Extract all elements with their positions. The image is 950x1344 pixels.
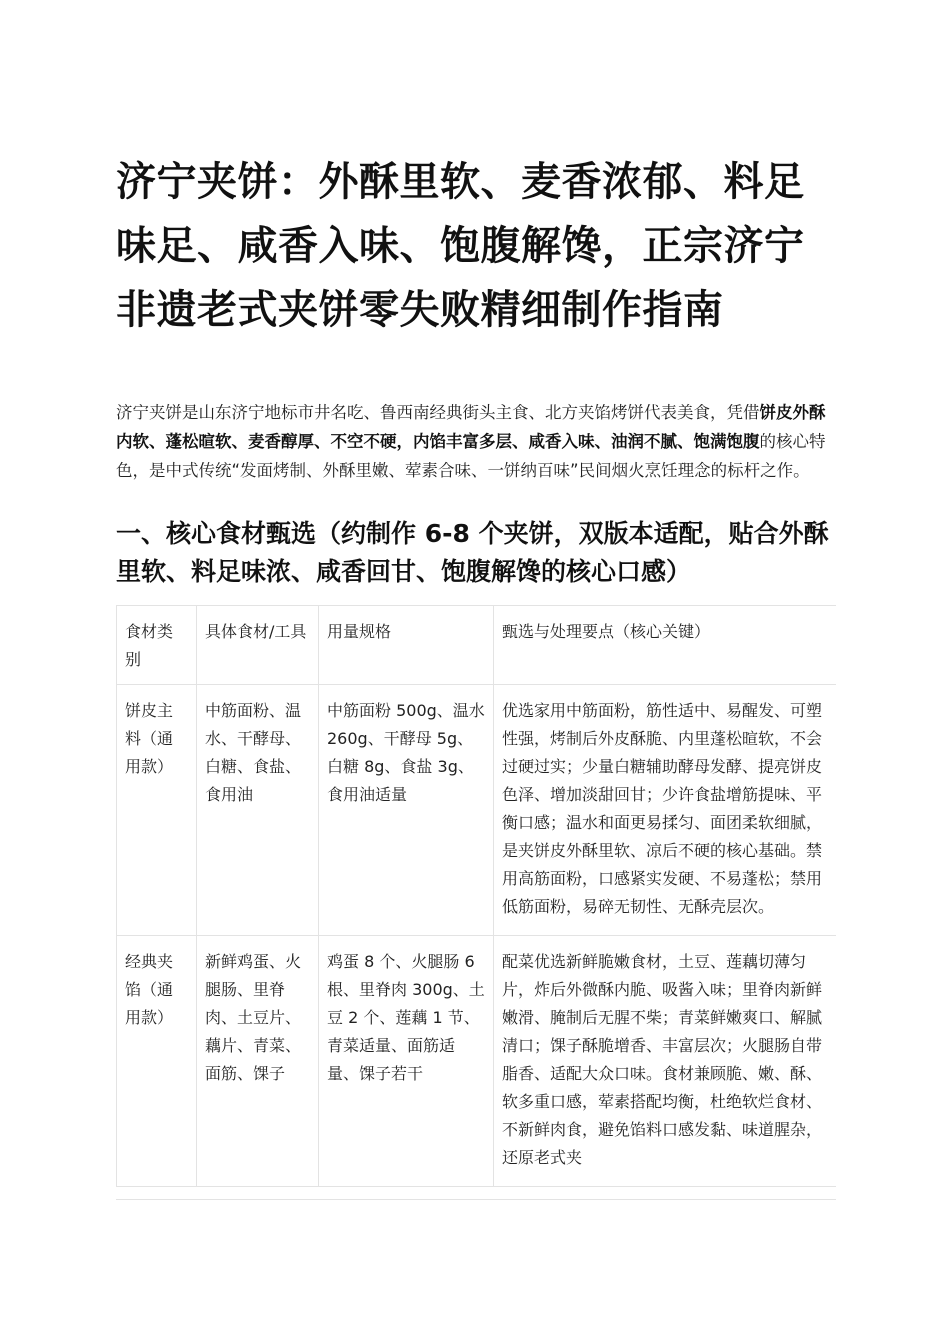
- table-row: [117, 936, 837, 1187]
- table-header-items: 具体食材/工具: [197, 606, 319, 685]
- table-cell-amount: 中筋面粉 500g、温水 260g、干酵母 5g、白糖 8g、食盐 3g、食用油适量: [319, 685, 494, 936]
- ingredients-table: [116, 605, 836, 1187]
- section-heading-ingredients: 一、核心食材甄选（约制作 6-8 个夹饼，双版本适配，贴合外酥里软、料足味浓、咸香回甘、饱腹解馋的核心口感）: [116, 519, 829, 586]
- table-cell-category: 经典夹馅（通用款）: [117, 936, 197, 1187]
- table-header-row: [117, 606, 837, 685]
- table-cell-amount: 鸡蛋 8 个、火腿肠 6 根、里脊肉 300g、土豆 2 个、莲藕 1 节、青菜适量、面筋适量、馃子若干: [319, 936, 494, 1187]
- table-header-amount: 用量规格: [319, 606, 494, 685]
- table-header-notes: 甄选与处理要点（核心关键）: [494, 606, 837, 685]
- table-cell-items: 中筋面粉、温水、干酵母、白糖、食盐、食用油: [197, 685, 319, 936]
- document-title: 济宁夹饼：外酥里软、麦香浓郁、料足味足、咸香入味、饱腹解馋，正宗济宁非遗老式夹饼零失败精细制作指南: [116, 159, 805, 333]
- document-page: [116, 150, 836, 1200]
- table-row: [117, 685, 837, 936]
- ingredients-table-container: [116, 605, 836, 1200]
- table-cell-notes: 配菜优选新鲜脆嫩食材，土豆、莲藕切薄匀片，炸后外微酥内脆、吸酱入味；里脊肉新鲜嫩滑、腌制后无腥不柴；青菜鲜嫩爽口、解腻清口；馃子酥脆增香、丰富层次；火腿肠自带脂香、适配大众口味。食材兼顾脆、嫩、酥、软多重口感，荤素搭配均衡，杜绝软烂食材、不新鲜肉食，避免馅料口感发黏、味道腥杂，还原老式夹: [494, 936, 837, 1187]
- intro-paragraph: [116, 398, 836, 485]
- table-cell-items: 新鲜鸡蛋、火腿肠、里脊肉、土豆片、藕片、青菜、面筋、馃子: [197, 936, 319, 1187]
- table-header-category: 食材类别: [117, 606, 197, 685]
- table-cell-category: 饼皮主料（通用款）: [117, 685, 197, 936]
- intro-bold-text: 饼皮外酥内软、蓬松暄软、麦香醇厚、不空不硬，内馅丰富多层、咸香入味、油润不腻、饱满饱腹: [116, 403, 826, 451]
- table-cell-notes: 优选家用中筋面粉，筋性适中、易醒发、可塑性强，烤制后外皮酥脆、内里蓬松暄软，不会过硬过实；少量白糖辅助酵母发酵、提亮饼皮色泽、增加淡甜回甘；少许食盐增筋提味、平衡口感；温水和面更易揉匀、面团柔软细腻，是夹饼皮外酥里软、凉后不硬的核心基础。禁用高筋面粉，口感紧实发硬、不易蓬松；禁用低筋面粉，易碎无韧性、无酥壳层次。: [494, 685, 837, 936]
- intro-text-2: 的核心特色，是中式传统“发面烤制、外酥里嫩、荤素合味、一饼纳百味”民间烟火烹饪理念的标杆之作。: [116, 432, 826, 480]
- intro-text-1: 济宁夹饼是山东济宁地标市井名吃、鲁西南经典街头主食、北方夹馅烤饼代表美食，凭借: [116, 403, 760, 422]
